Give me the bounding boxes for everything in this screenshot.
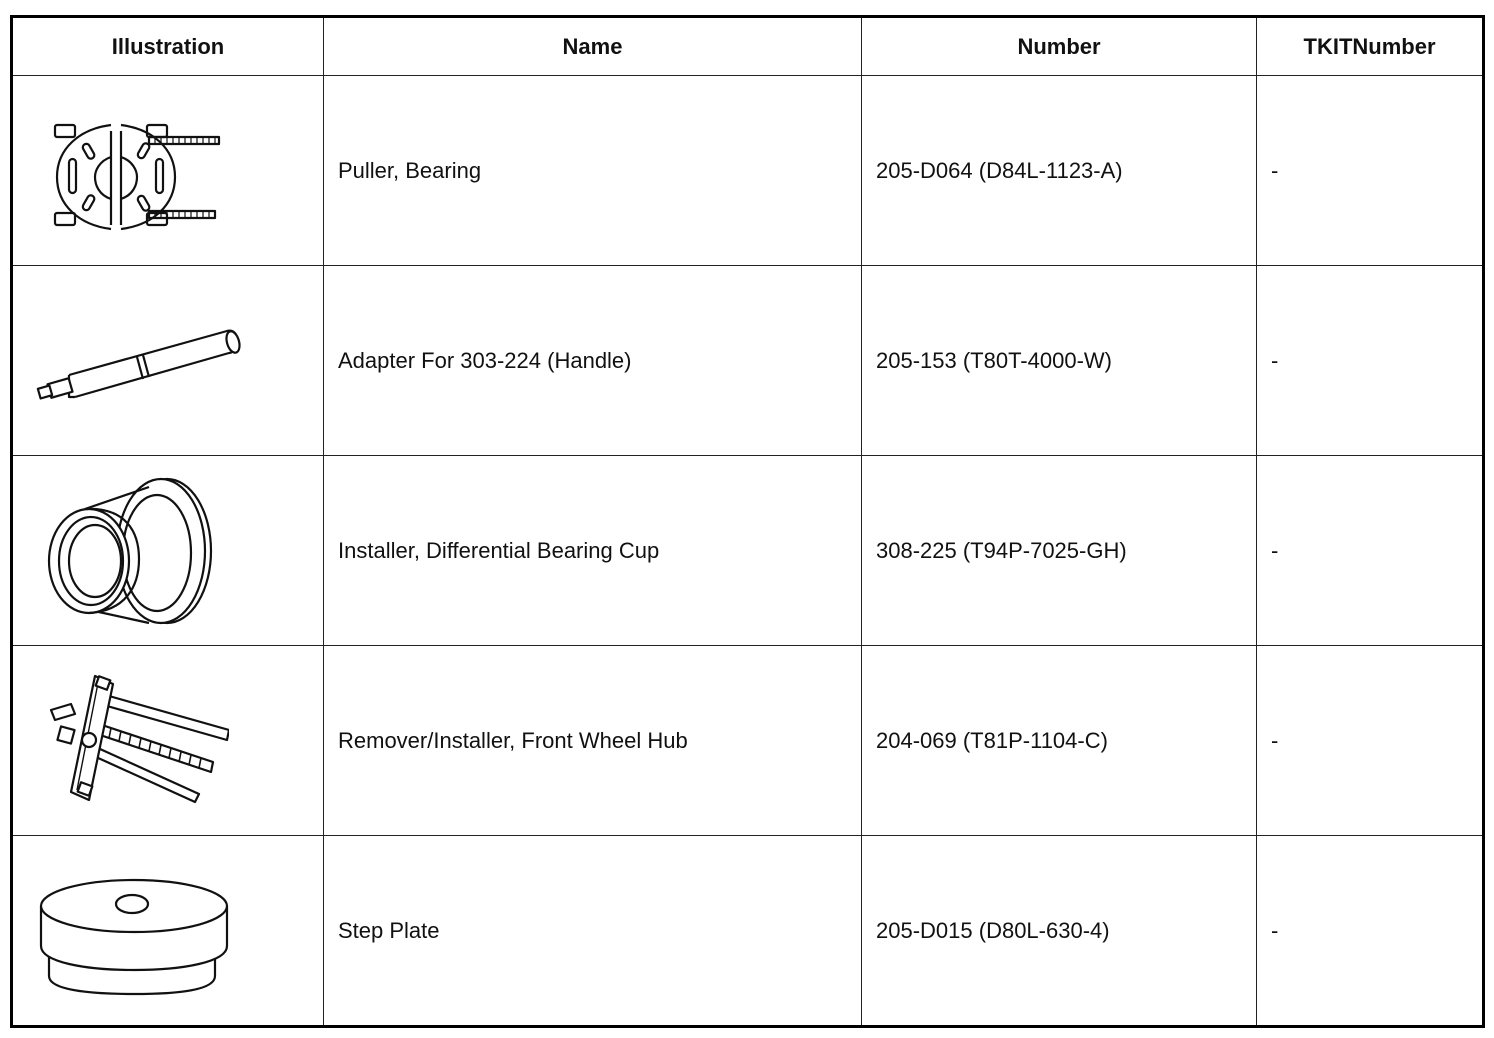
step-plate-icon: [29, 866, 239, 996]
header-tkit-number: TKITNumber: [1257, 17, 1484, 76]
tkit-number: -: [1257, 836, 1484, 1027]
header-illustration: Illustration: [12, 17, 324, 76]
header-number: Number: [862, 17, 1257, 76]
wheel-hub-remover-icon: [29, 666, 229, 816]
tkit-number: -: [1257, 646, 1484, 836]
bearing-puller-icon: [29, 101, 229, 241]
illustration-cell: [12, 266, 324, 456]
table-row: [12, 76, 1484, 266]
header-name: Name: [324, 17, 862, 76]
tkit-number: -: [1257, 76, 1484, 266]
special-tools-table: [10, 15, 1485, 1028]
illustration-cell: [12, 76, 324, 266]
illustration-cell: [12, 456, 324, 646]
illustration-cell: [12, 836, 324, 1027]
tool-number: 204-069 (T81P-1104-C): [862, 646, 1257, 836]
tkit-number: -: [1257, 266, 1484, 456]
illustration-cell: [12, 646, 324, 836]
bearing-cup-installer-icon: [29, 471, 229, 631]
tool-name: Puller, Bearing: [324, 76, 862, 266]
tool-number: 205-153 (T80T-4000-W): [862, 266, 1257, 456]
tool-name: Installer, Differential Bearing Cup: [324, 456, 862, 646]
tool-name: Step Plate: [324, 836, 862, 1027]
handle-adapter-icon: [29, 311, 249, 411]
table-header-row: [12, 17, 1484, 76]
table-row: [12, 456, 1484, 646]
tool-number: 205-D064 (D84L-1123-A): [862, 76, 1257, 266]
tool-name: Remover/Installer, Front Wheel Hub: [324, 646, 862, 836]
tool-number: 308-225 (T94P-7025-GH): [862, 456, 1257, 646]
tool-name: Adapter For 303-224 (Handle): [324, 266, 862, 456]
table-row: [12, 646, 1484, 836]
table-row: [12, 836, 1484, 1027]
tool-number: 205-D015 (D80L-630-4): [862, 836, 1257, 1027]
tkit-number: -: [1257, 456, 1484, 646]
table-row: [12, 266, 1484, 456]
